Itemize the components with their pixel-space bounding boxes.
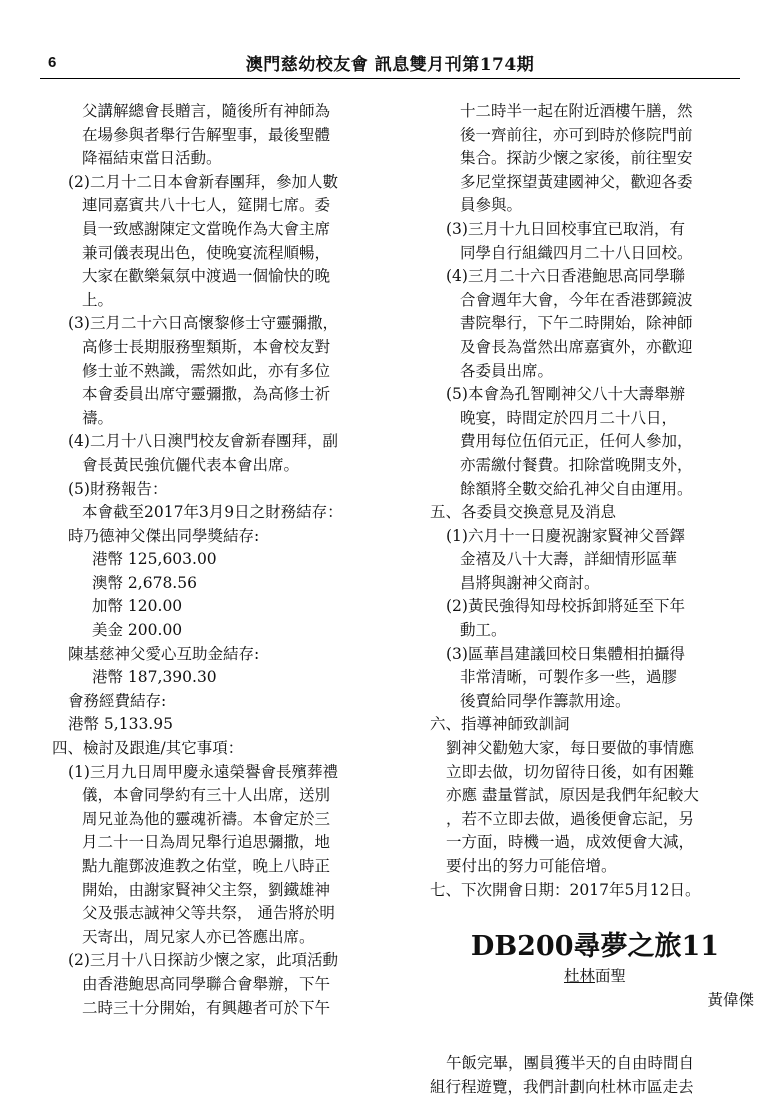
text-line: 非常清晰，可製作多一些，過膠 [460,668,678,687]
text-line: 加幣 120.00 [92,597,183,616]
right-column-text [430,100,760,902]
text-line: (5)本會為孔智剛神父八十大壽舉辦 [446,385,685,404]
left-column [52,100,382,1020]
text-line: 餘額將全數交給孔神父自由運用。 [460,479,693,498]
text-line: 組行程遊覽，我們計劃向杜林市區走去 [430,1077,694,1096]
text-line: 開始，由謝家賢神父主祭，劉鐵雄神 [82,880,331,899]
text-line: 兼司儀表現出色，使晚宴流程順暢， [82,243,331,262]
text-line: 七、下次開會日期：2017年5月12日。 [430,880,701,899]
article-subtitle-underlined: 杜林 [563,967,595,986]
text-line: 六、指導神師致訓詞 [430,715,570,734]
text-line: 禱。 [82,408,114,427]
text-line: 多尼堂探望黃建國神父，歡迎各委 [460,172,693,191]
article-body [430,1052,760,1099]
text-line: 修士並不熟識，需然如此，亦有多位 [82,361,331,380]
text-line: 員一致感謝陳定文當晚作為大會主席 [82,219,331,238]
text-line: 美金 200.00 [92,621,183,640]
text-line: 後賣給同學作籌款用途。 [460,691,631,710]
text-line: 後一齊前往，亦可到時於修院門前 [460,125,693,144]
text-line: (4)二月十八日澳門校友會新春團拜，副 [68,432,338,451]
article-title: DB200尋夢之旅11 [470,931,720,963]
text-line: 員參與。 [460,196,523,215]
article-subtitle-rest: 面聖 [595,967,627,986]
text-line: 四、檢討及跟進/其它事項： [52,739,244,758]
publication-title: 澳門慈幼校友會 訊息雙月刊第174期 [245,55,535,75]
text-line: 動工。 [460,621,507,640]
text-line: 一方面，時機一過，成效便會大減， [446,833,695,852]
text-line: 劉神父勸勉大家，每日要做的事情應 [446,739,695,758]
text-line: 父及張志誠神父等共祭， 通告將於明 [82,904,335,923]
text-line: 在場參與者舉行告解聖事，最後聖體 [82,125,331,144]
text-line: 高修士長期服務聖類斯，本會校友對 [82,337,331,356]
text-line: 澳幣 2,678.56 [92,573,197,592]
text-line: (5)財務報告： [68,479,168,498]
text-line: 會長黃民強伉儷代表本會出席。 [82,455,300,474]
text-line: (3)區華昌建議回校日集體相拍攝得 [446,644,685,663]
text-line: 亦需繳付餐費。扣除當晚開支外， [460,455,693,474]
right-column [430,100,760,1099]
article-subtitle [430,964,760,988]
text-line: 亦應 盡量嘗試，原因是我們年紀較大 [446,786,699,805]
article-author: 黃偉傑 [707,991,754,1010]
text-line: 同學自行組織四月二十八日回校。 [460,243,693,262]
text-line: 費用每位伍佰元正，任何人參加， [460,432,693,451]
text-line: (2)三月十八日探訪少懷之家，此項活動 [68,951,338,970]
text-line: 月二十一日為周兄舉行追思彌撒，地 [82,833,331,852]
text-line: 周兄並為他的靈魂祈禱。本會定於三 [82,809,331,828]
text-line: 陳基慈神父愛心互助金結存: [68,644,260,663]
text-line: 上。 [82,290,114,309]
header-divider [40,78,740,79]
text-line: 港幣 187,390.30 [92,668,217,687]
text-line: 五、各委員交換意見及消息 [430,503,617,522]
page-header [40,50,740,76]
article-spacer [430,1012,760,1052]
text-line: 午飯完畢，團員獲半天的自由時間自 [446,1054,695,1073]
page-number: 6 [48,54,57,71]
text-line: 會務經費結存: [68,691,167,710]
text-line: (3)三月十九日回校事宜已取消，有 [446,219,685,238]
text-line: (1)三月九日周甲慶永遠榮譽會長殯葬禮 [68,762,338,781]
text-line: 集合。探訪少懷之家後，前往聖安 [460,149,693,168]
text-line: 時乃德神父傑出同學獎結存: [68,526,260,545]
text-line: 點九龍鄧波進教之佑堂，晚上八時正 [82,857,331,875]
text-line: 二時三十分開始，有興趣者可於下午 [82,998,331,1017]
text-line: ，若不立即去做，過後便會忘記，另 [446,809,695,828]
text-line: 金禧及八十大壽，詳細情形區華 [460,550,678,569]
text-line: (2)二月十二日本會新春團拜，參加人數 [68,172,338,191]
text-line: 港幣 125,603.00 [92,550,217,569]
text-line: 降福結束當日活動。 [82,149,222,168]
text-line: 及會長為當然出席嘉賓外，亦歡迎 [460,337,693,356]
text-line: 晚宴，時間定於四月二十八日， [460,408,678,427]
text-line: (2)黃民強得知母校拆卸將延至下年 [446,597,685,616]
text-line: (1)六月十一日慶祝謝家賢神父晉鐸 [446,526,685,545]
text-line: 合會週年大會，今年在香港鄧鏡波 [460,290,693,309]
text-line: 本會委員出席守靈彌撒，為高修士祈 [82,385,331,404]
text-line: (3)三月二十六日高懷黎修士守靈彌撒， [68,314,338,333]
text-line: 大家在歡樂氣氛中渡過一個愉快的晚 [82,267,331,286]
text-line: 港幣 5,133.95 [68,715,173,734]
text-line: 由香港鮑思高同學聯合會舉辦，下午 [82,974,331,993]
text-line: 本會截至2017年3月9日之財務結存： [82,503,343,522]
text-line: 十二時半一起在附近酒樓午膳，然 [460,102,693,120]
text-line: 書院舉行，下午二時開始，除神師 [460,314,693,333]
text-line: 立即去做，切勿留待日後，如有困難 [446,762,695,781]
text-line: 連同嘉賓共八十七人，筵開七席。委 [82,196,331,215]
text-line: 各委員出席。 [460,361,554,380]
text-line: 昌將與謝神父商討。 [460,573,600,592]
text-line: (4)三月二十六日香港鮑思高同學聯 [446,267,685,286]
text-line: 要付出的努力可能倍增。 [446,857,617,875]
text-line: 天寄出，周兄家人亦已答應出席。 [82,927,315,946]
text-line: 儀，本會同學約有三十人出席，送別 [82,786,331,805]
text-line: 父講解總會長贈言，隨後所有神師為 [82,102,331,120]
